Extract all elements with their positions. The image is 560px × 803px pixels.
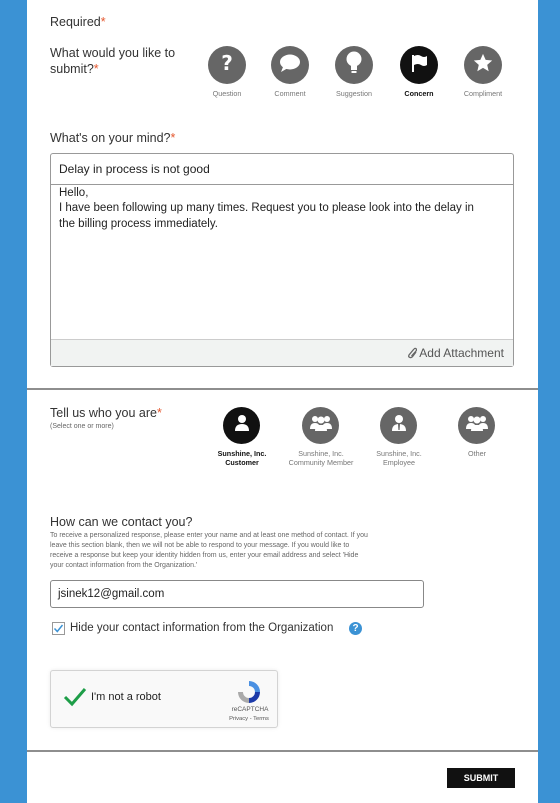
option-suggestion[interactable]	[335, 46, 373, 84]
option-question[interactable]	[208, 46, 246, 84]
group-icon	[465, 414, 489, 437]
group-icon	[309, 414, 333, 437]
who-option-other-label: Other	[468, 449, 486, 458]
checkmark-icon	[53, 623, 64, 634]
question-icon	[216, 52, 238, 79]
who-sublabel: (Select one or more)	[50, 423, 114, 430]
recaptcha-label: I'm not a robot	[91, 691, 161, 703]
svg-text:?: ?	[221, 51, 233, 74]
required-note: Required*	[50, 15, 106, 29]
flag-icon	[409, 53, 429, 78]
section-divider	[27, 388, 538, 390]
option-compliment[interactable]	[464, 46, 502, 84]
option-suggestion-label: Suggestion	[336, 89, 372, 98]
person-icon	[233, 414, 251, 437]
contact-label: How can we contact you?	[50, 515, 193, 529]
add-attachment-button[interactable]: Add Attachment	[51, 339, 513, 366]
message-text: Hello, I have been following up many times. Request you to please look into the delay in the billing process immediately.	[59, 187, 474, 230]
message-textarea[interactable]	[50, 184, 514, 367]
option-comment-label: Comment	[274, 89, 306, 98]
submit-type-question: What would you like to submit?*	[50, 46, 176, 76]
option-compliment-label: Compliment	[463, 89, 503, 98]
star-icon	[472, 52, 494, 79]
who-option-customer[interactable]	[223, 407, 260, 444]
who-option-other[interactable]	[458, 407, 495, 444]
recaptcha-checkbox[interactable]	[63, 686, 87, 713]
contact-help-text: To receive a personalized response, please enter your name and at least one method of contact. If you leave this section blank, then we will not be able to respond to your message. If you would like to receive a response but keep your identity hidden from us, enter your email address and select 'Hide your contact information from the Organization.'	[50, 532, 368, 570]
who-option-community-label: Sunshine, Inc. Community Member	[288, 449, 354, 468]
who-option-employee[interactable]	[380, 407, 417, 444]
help-icon[interactable]: ?	[349, 622, 362, 635]
recaptcha-widget	[50, 670, 278, 728]
speech-bubble-icon	[279, 53, 301, 78]
who-option-employee-label: Sunshine, Inc. Employee	[376, 449, 422, 468]
option-question-label: Question	[212, 89, 242, 98]
option-comment[interactable]	[271, 46, 309, 84]
who-label: Tell us who you are*	[50, 406, 162, 420]
email-field[interactable]: jsinek12@gmail.com	[50, 580, 424, 608]
option-concern[interactable]	[400, 46, 438, 84]
mind-label: What's on your mind?*	[50, 131, 176, 145]
recaptcha-brand: reCAPTCHA	[231, 706, 269, 713]
submit-button[interactable]: SUBMIT	[447, 768, 515, 788]
hide-contact-label: Hide your contact information from the Organization	[70, 622, 334, 634]
section-divider-bottom	[27, 750, 538, 752]
recaptcha-links[interactable]: Privacy - Terms	[229, 716, 269, 722]
subject-input[interactable]: Delay in process is not good	[50, 153, 514, 184]
employee-icon	[390, 414, 408, 437]
hide-contact-checkbox[interactable]	[52, 622, 65, 635]
paperclip-icon	[406, 347, 417, 362]
who-option-community[interactable]	[302, 407, 339, 444]
option-concern-label: Concern	[404, 89, 434, 98]
check-icon	[63, 695, 87, 712]
lightbulb-icon	[345, 51, 363, 80]
who-option-customer-label: Sunshine, Inc. Customer	[217, 449, 267, 468]
